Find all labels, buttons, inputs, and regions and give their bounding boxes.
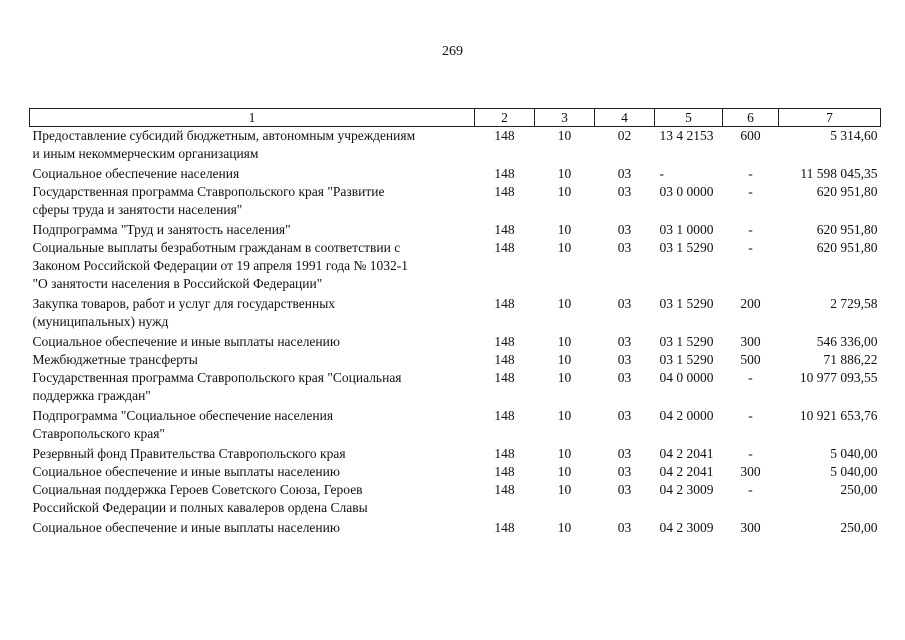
table-row	[30, 293, 881, 331]
expense-name: Закупка товаров, работ и услуг для государственных (муниципальных) нужд	[32, 296, 336, 329]
table-row	[30, 369, 881, 405]
amount-value: 250,00	[840, 520, 878, 535]
column-number-header	[30, 109, 881, 127]
section-code: 10	[557, 334, 572, 349]
admin-code: 148	[494, 464, 515, 479]
expense-type-code: -	[748, 370, 753, 385]
expense-name: Межбюджетные трансферты	[32, 352, 198, 367]
section-code: 10	[557, 520, 572, 535]
page-number: 269	[442, 44, 463, 59]
target-article-code: 03 1 5290	[659, 334, 714, 349]
table-row	[30, 481, 881, 517]
table-row	[30, 219, 881, 239]
expense-type-code: 600	[740, 128, 761, 143]
amount-value: 620 951,80	[816, 240, 878, 255]
subsection-code: 03	[617, 520, 632, 535]
column-header: 4	[595, 109, 655, 127]
expense-type-code: 300	[740, 334, 761, 349]
column-header: 5	[655, 109, 723, 127]
section-code: 10	[557, 370, 572, 385]
expense-type-code: -	[748, 184, 753, 199]
admin-code: 148	[494, 370, 515, 385]
expense-name: Подпрограмма "Труд и занятость населения"	[32, 222, 291, 237]
expense-type-code: 200	[740, 296, 761, 311]
expense-type-code: -	[748, 482, 753, 497]
admin-code: 148	[494, 240, 515, 255]
amount-value: 10 977 093,55	[799, 370, 878, 385]
target-article-code: 04 0 0000	[659, 370, 714, 385]
section-code: 10	[557, 222, 572, 237]
target-article-code: 04 2 0000	[659, 408, 714, 423]
target-article-code: 04 2 3009	[659, 482, 714, 497]
subsection-code: 03	[617, 446, 632, 461]
target-article-code: 03 1 5290	[659, 240, 714, 255]
target-article-code: 03 1 5290	[659, 296, 714, 311]
amount-value: 71 886,22	[823, 352, 878, 367]
target-article-code: 04 2 2041	[659, 464, 714, 479]
subsection-code: 03	[617, 464, 632, 479]
section-code: 10	[557, 128, 572, 143]
section-code: 10	[557, 446, 572, 461]
table-row	[30, 443, 881, 463]
expense-name: Государственная программа Ставропольского края "Развитие сферы труда и занятости населения"	[32, 184, 385, 217]
amount-value: 620 951,80	[816, 184, 878, 199]
amount-value: 5 040,00	[830, 446, 878, 461]
table-row	[30, 351, 881, 369]
expense-type-code: 300	[740, 464, 761, 479]
expense-type-code: 300	[740, 520, 761, 535]
column-header: 1	[30, 109, 475, 127]
admin-code: 148	[494, 128, 515, 143]
subsection-code: 03	[617, 370, 632, 385]
target-article-code: -	[659, 166, 664, 181]
column-header: 7	[779, 109, 881, 127]
section-code: 10	[557, 166, 572, 181]
table-row	[30, 163, 881, 183]
table-row	[30, 405, 881, 443]
target-article-code: 04 2 3009	[659, 520, 714, 535]
expense-name: Социальная поддержка Героев Советского Союза, Героев Российской Федерации и полных кавалеров ордена Славы	[32, 482, 368, 515]
admin-code: 148	[494, 334, 515, 349]
column-header: 2	[475, 109, 535, 127]
table-body	[30, 127, 881, 538]
section-code: 10	[557, 482, 572, 497]
table-row	[30, 331, 881, 351]
expense-type-code: -	[748, 446, 753, 461]
expense-type-code: -	[748, 166, 753, 181]
amount-value: 5 314,60	[830, 128, 878, 143]
table-row	[30, 517, 881, 537]
admin-code: 148	[494, 446, 515, 461]
target-article-code: 03 1 0000	[659, 222, 714, 237]
admin-code: 148	[494, 296, 515, 311]
expense-name: Государственная программа Ставропольского края "Социальная поддержка граждан"	[32, 370, 402, 403]
expense-name: Подпрограмма "Социальное обеспечение населения Ставропольского края"	[32, 408, 334, 441]
subsection-code: 03	[617, 408, 632, 423]
admin-code: 148	[494, 222, 515, 237]
budget-table	[29, 108, 881, 537]
subsection-code: 03	[617, 166, 632, 181]
admin-code: 148	[494, 520, 515, 535]
section-code: 10	[557, 464, 572, 479]
column-header: 6	[723, 109, 779, 127]
subsection-code: 03	[617, 334, 632, 349]
expense-type-code: -	[748, 408, 753, 423]
subsection-code: 03	[617, 184, 632, 199]
admin-code: 148	[494, 184, 515, 199]
section-code: 10	[557, 408, 572, 423]
target-article-code: 13 4 2153	[659, 128, 714, 143]
table-row	[30, 183, 881, 219]
expense-type-code: -	[748, 222, 753, 237]
subsection-code: 02	[617, 128, 632, 143]
amount-value: 250,00	[840, 482, 878, 497]
target-article-code: 04 2 2041	[659, 446, 714, 461]
amount-value: 620 951,80	[816, 222, 878, 237]
amount-value: 5 040,00	[830, 464, 878, 479]
table-row	[30, 463, 881, 481]
admin-code: 148	[494, 352, 515, 367]
expense-type-code: 500	[740, 352, 761, 367]
expense-name: Социальные выплаты безработным гражданам в соответствии с Законом Российской Федерации от 19 апреля 1991 года № 1032-1 "О занятости населения в Российской Федерации"	[32, 240, 409, 291]
subsection-code: 03	[617, 240, 632, 255]
admin-code: 148	[494, 408, 515, 423]
table-row	[30, 239, 881, 293]
table-row	[30, 127, 881, 164]
subsection-code: 03	[617, 352, 632, 367]
subsection-code: 03	[617, 296, 632, 311]
section-code: 10	[557, 184, 572, 199]
target-article-code: 03 1 5290	[659, 352, 714, 367]
expense-type-code: -	[748, 240, 753, 255]
admin-code: 148	[494, 482, 515, 497]
admin-code: 148	[494, 166, 515, 181]
expense-name: Социальное обеспечение и иные выплаты населению	[32, 520, 340, 535]
column-header: 3	[535, 109, 595, 127]
expense-name: Резервный фонд Правительства Ставропольского края	[32, 446, 346, 461]
expense-name: Предоставление субсидий бюджетным, автономным учреждениям и иным некоммерческим организациям	[32, 128, 416, 161]
expense-name: Социальное обеспечение и иные выплаты населению	[32, 464, 340, 479]
amount-value: 11 598 045,35	[800, 166, 878, 181]
target-article-code: 03 0 0000	[659, 184, 714, 199]
expense-name: Социальное обеспечение населения	[32, 166, 240, 181]
amount-value: 10 921 653,76	[799, 408, 878, 423]
expense-name: Социальное обеспечение и иные выплаты населению	[32, 334, 340, 349]
section-code: 10	[557, 296, 572, 311]
subsection-code: 03	[617, 222, 632, 237]
amount-value: 2 729,58	[830, 296, 878, 311]
subsection-code: 03	[617, 482, 632, 497]
amount-value: 546 336,00	[816, 334, 878, 349]
section-code: 10	[557, 352, 572, 367]
section-code: 10	[557, 240, 572, 255]
